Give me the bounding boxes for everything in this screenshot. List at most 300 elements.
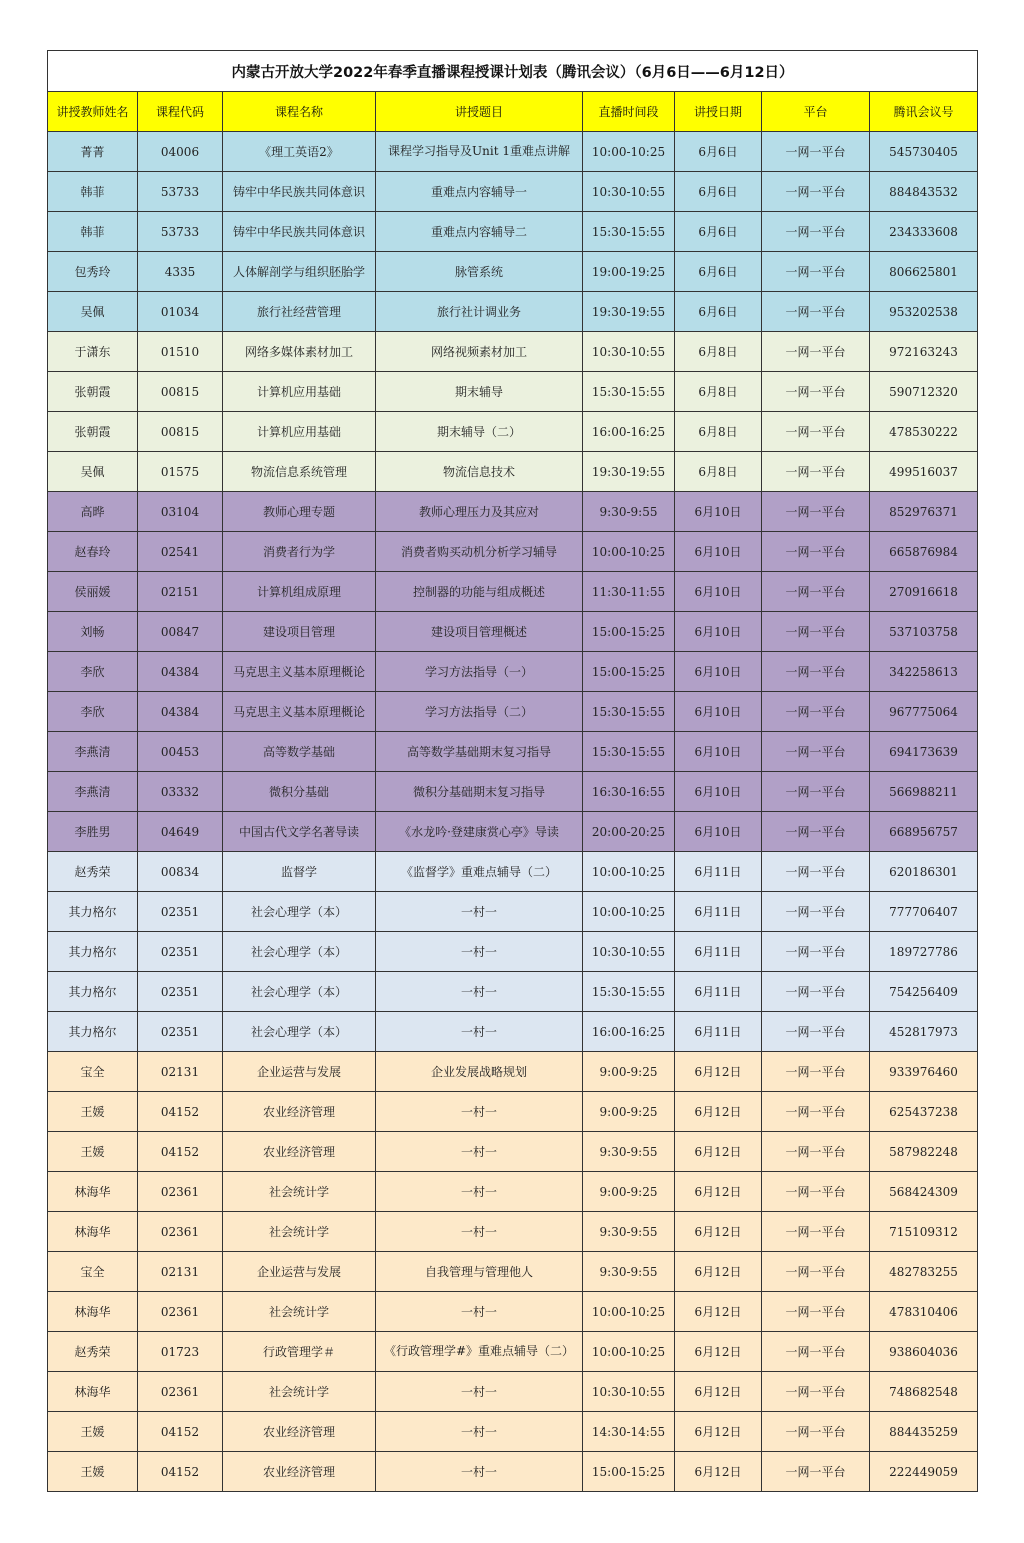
course-name-cell: 计算机应用基础 — [223, 372, 376, 412]
table-row — [48, 332, 978, 372]
platform-cell: 一网一平台 — [762, 132, 870, 172]
course-code-cell: 00847 — [138, 612, 223, 652]
time-slot-cell: 16:00-16:25 — [583, 412, 675, 452]
meeting-id-cell: 694173639 — [870, 732, 978, 772]
time-slot-cell: 16:00-16:25 — [583, 1012, 675, 1052]
teacher-cell: 侯丽媛 — [48, 572, 138, 612]
time-slot-cell: 19:30-19:55 — [583, 292, 675, 332]
date-cell: 6月12日 — [675, 1452, 762, 1492]
course-name-cell: 建设项目管理 — [223, 612, 376, 652]
course-code-cell: 04649 — [138, 812, 223, 852]
table-row — [48, 412, 978, 452]
teacher-cell: 张朝霞 — [48, 412, 138, 452]
date-cell: 6月12日 — [675, 1412, 762, 1452]
platform-cell: 一网一平台 — [762, 1212, 870, 1252]
table-row — [48, 972, 978, 1012]
date-cell: 6月8日 — [675, 332, 762, 372]
teacher-cell: 李燕清 — [48, 732, 138, 772]
course-code-cell: 01723 — [138, 1332, 223, 1372]
column-header: 讲授题目 — [376, 92, 583, 132]
time-slot-cell: 9:30-9:55 — [583, 1252, 675, 1292]
meeting-id-cell: 715109312 — [870, 1212, 978, 1252]
course-code-cell: 04152 — [138, 1412, 223, 1452]
course-name-cell: 马克思主义基本原理概论 — [223, 692, 376, 732]
course-name-cell: 计算机应用基础 — [223, 412, 376, 452]
course-code-cell: 04384 — [138, 692, 223, 732]
topic-cell: 物流信息技术 — [376, 452, 583, 492]
course-code-cell: 04384 — [138, 652, 223, 692]
meeting-id-cell: 668956757 — [870, 812, 978, 852]
course-name-cell: 农业经济管理 — [223, 1412, 376, 1452]
table-row — [48, 1172, 978, 1212]
course-code-cell: 02351 — [138, 892, 223, 932]
course-name-cell: 高等数学基础 — [223, 732, 376, 772]
date-cell: 6月11日 — [675, 972, 762, 1012]
table-row — [48, 212, 978, 252]
date-cell: 6月12日 — [675, 1052, 762, 1092]
platform-cell: 一网一平台 — [762, 652, 870, 692]
meeting-id-cell: 884435259 — [870, 1412, 978, 1452]
date-cell: 6月12日 — [675, 1332, 762, 1372]
time-slot-cell: 14:30-14:55 — [583, 1412, 675, 1452]
meeting-id-cell: 342258613 — [870, 652, 978, 692]
course-name-cell: 《理工英语2》 — [223, 132, 376, 172]
course-code-cell: 04152 — [138, 1132, 223, 1172]
course-code-cell: 00815 — [138, 372, 223, 412]
column-header: 腾讯会议号 — [870, 92, 978, 132]
topic-cell: 微积分基础期末复习指导 — [376, 772, 583, 812]
date-cell: 6月10日 — [675, 572, 762, 612]
course-code-cell: 53733 — [138, 172, 223, 212]
topic-cell: 网络视频素材加工 — [376, 332, 583, 372]
course-code-cell: 00453 — [138, 732, 223, 772]
date-cell: 6月10日 — [675, 772, 762, 812]
platform-cell: 一网一平台 — [762, 892, 870, 932]
topic-cell: 消费者购买动机分析学习辅导 — [376, 532, 583, 572]
time-slot-cell: 9:30-9:55 — [583, 1132, 675, 1172]
course-name-cell: 铸牢中华民族共同体意识 — [223, 172, 376, 212]
time-slot-cell: 10:30-10:55 — [583, 172, 675, 212]
course-name-cell: 计算机组成原理 — [223, 572, 376, 612]
table-row — [48, 452, 978, 492]
platform-cell: 一网一平台 — [762, 412, 870, 452]
course-code-cell: 02351 — [138, 1012, 223, 1052]
topic-cell: 脉管系统 — [376, 252, 583, 292]
course-name-cell: 农业经济管理 — [223, 1132, 376, 1172]
platform-cell: 一网一平台 — [762, 292, 870, 332]
column-header: 课程代码 — [138, 92, 223, 132]
course-name-cell: 社会心理学（本） — [223, 1012, 376, 1052]
time-slot-cell: 9:30-9:55 — [583, 1212, 675, 1252]
meeting-id-cell: 222449059 — [870, 1452, 978, 1492]
column-header: 直播时间段 — [583, 92, 675, 132]
table-row — [48, 692, 978, 732]
course-code-cell: 01510 — [138, 332, 223, 372]
time-slot-cell: 15:00-15:25 — [583, 652, 675, 692]
teacher-cell: 宝全 — [48, 1252, 138, 1292]
table-row — [48, 1372, 978, 1412]
time-slot-cell: 9:00-9:25 — [583, 1172, 675, 1212]
platform-cell: 一网一平台 — [762, 1132, 870, 1172]
course-code-cell: 04152 — [138, 1092, 223, 1132]
platform-cell: 一网一平台 — [762, 1452, 870, 1492]
teacher-cell: 李燕清 — [48, 772, 138, 812]
course-name-cell: 社会统计学 — [223, 1372, 376, 1412]
teacher-cell: 张朝霞 — [48, 372, 138, 412]
platform-cell: 一网一平台 — [762, 1052, 870, 1092]
course-name-cell: 社会心理学（本） — [223, 972, 376, 1012]
course-name-cell: 旅行社经营管理 — [223, 292, 376, 332]
course-name-cell: 马克思主义基本原理概论 — [223, 652, 376, 692]
time-slot-cell: 15:30-15:55 — [583, 212, 675, 252]
topic-cell: 一村一 — [376, 932, 583, 972]
meeting-id-cell: 625437238 — [870, 1092, 978, 1132]
table-row — [48, 1412, 978, 1452]
course-code-cell: 01034 — [138, 292, 223, 332]
meeting-id-cell: 234333608 — [870, 212, 978, 252]
teacher-cell: 林海华 — [48, 1172, 138, 1212]
table-row — [48, 812, 978, 852]
course-code-cell: 00815 — [138, 412, 223, 452]
teacher-cell: 赵秀荣 — [48, 852, 138, 892]
table-row — [48, 852, 978, 892]
topic-cell: 建设项目管理概述 — [376, 612, 583, 652]
header-row — [48, 92, 978, 132]
topic-cell: 期末辅导（二） — [376, 412, 583, 452]
platform-cell: 一网一平台 — [762, 1292, 870, 1332]
date-cell: 6月10日 — [675, 812, 762, 852]
course-name-cell: 物流信息系统管理 — [223, 452, 376, 492]
date-cell: 6月12日 — [675, 1172, 762, 1212]
table-row — [48, 772, 978, 812]
topic-cell: 一村一 — [376, 1172, 583, 1212]
platform-cell: 一网一平台 — [762, 492, 870, 532]
course-code-cell: 02361 — [138, 1372, 223, 1412]
time-slot-cell: 15:00-15:25 — [583, 1452, 675, 1492]
date-cell: 6月6日 — [675, 252, 762, 292]
page-title: 内蒙古开放大学2022年春季直播课程授课计划表（腾讯会议）（6月6日——6月12日） — [48, 51, 978, 92]
date-cell: 6月12日 — [675, 1292, 762, 1332]
course-code-cell: 02351 — [138, 972, 223, 1012]
table-row — [48, 1332, 978, 1372]
course-code-cell: 04152 — [138, 1452, 223, 1492]
course-code-cell: 02361 — [138, 1292, 223, 1332]
teacher-cell: 王媛 — [48, 1092, 138, 1132]
meeting-id-cell: 478310406 — [870, 1292, 978, 1332]
table-row — [48, 372, 978, 412]
meeting-id-cell: 545730405 — [870, 132, 978, 172]
time-slot-cell: 10:30-10:55 — [583, 332, 675, 372]
meeting-id-cell: 452817973 — [870, 1012, 978, 1052]
platform-cell: 一网一平台 — [762, 1332, 870, 1372]
course-name-cell: 社会心理学（本） — [223, 932, 376, 972]
teacher-cell: 王媛 — [48, 1412, 138, 1452]
topic-cell: 一村一 — [376, 1092, 583, 1132]
topic-cell: 一村一 — [376, 892, 583, 932]
time-slot-cell: 15:30-15:55 — [583, 692, 675, 732]
time-slot-cell: 20:00-20:25 — [583, 812, 675, 852]
table-row — [48, 1052, 978, 1092]
course-name-cell: 微积分基础 — [223, 772, 376, 812]
table-row — [48, 292, 978, 332]
platform-cell: 一网一平台 — [762, 812, 870, 852]
time-slot-cell: 19:30-19:55 — [583, 452, 675, 492]
time-slot-cell: 10:00-10:25 — [583, 852, 675, 892]
teacher-cell: 林海华 — [48, 1372, 138, 1412]
platform-cell: 一网一平台 — [762, 932, 870, 972]
teacher-cell: 韩菲 — [48, 172, 138, 212]
time-slot-cell: 16:30-16:55 — [583, 772, 675, 812]
teacher-cell: 韩菲 — [48, 212, 138, 252]
date-cell: 6月6日 — [675, 292, 762, 332]
platform-cell: 一网一平台 — [762, 212, 870, 252]
course-name-cell: 教师心理专题 — [223, 492, 376, 532]
topic-cell: 一村一 — [376, 1412, 583, 1452]
course-name-cell: 农业经济管理 — [223, 1452, 376, 1492]
topic-cell: 旅行社计调业务 — [376, 292, 583, 332]
meeting-id-cell: 189727786 — [870, 932, 978, 972]
meeting-id-cell: 884843532 — [870, 172, 978, 212]
topic-cell: 学习方法指导（二） — [376, 692, 583, 732]
date-cell: 6月11日 — [675, 932, 762, 972]
course-name-cell: 铸牢中华民族共同体意识 — [223, 212, 376, 252]
platform-cell: 一网一平台 — [762, 172, 870, 212]
meeting-id-cell: 972163243 — [870, 332, 978, 372]
time-slot-cell: 9:00-9:25 — [583, 1052, 675, 1092]
topic-cell: 教师心理压力及其应对 — [376, 492, 583, 532]
teacher-cell: 王媛 — [48, 1132, 138, 1172]
time-slot-cell: 10:30-10:55 — [583, 1372, 675, 1412]
topic-cell: 《水龙吟·登建康赏心亭》导读 — [376, 812, 583, 852]
table-row — [48, 492, 978, 532]
date-cell: 6月12日 — [675, 1092, 762, 1132]
time-slot-cell: 10:30-10:55 — [583, 932, 675, 972]
meeting-id-cell: 938604036 — [870, 1332, 978, 1372]
table-row — [48, 252, 978, 292]
date-cell: 6月12日 — [675, 1212, 762, 1252]
table-row — [48, 1092, 978, 1132]
time-slot-cell: 10:00-10:25 — [583, 892, 675, 932]
time-slot-cell: 15:30-15:55 — [583, 732, 675, 772]
table-body — [48, 132, 978, 1492]
topic-cell: 重难点内容辅导一 — [376, 172, 583, 212]
topic-cell: 控制器的功能与组成概述 — [376, 572, 583, 612]
meeting-id-cell: 568424309 — [870, 1172, 978, 1212]
teacher-cell: 吴佩 — [48, 292, 138, 332]
course-name-cell: 中国古代文学名著导读 — [223, 812, 376, 852]
topic-cell: 自我管理与管理他人 — [376, 1252, 583, 1292]
table-row — [48, 572, 978, 612]
platform-cell: 一网一平台 — [762, 972, 870, 1012]
platform-cell: 一网一平台 — [762, 332, 870, 372]
date-cell: 6月12日 — [675, 1132, 762, 1172]
meeting-id-cell: 953202538 — [870, 292, 978, 332]
teacher-cell: 王媛 — [48, 1452, 138, 1492]
topic-cell: 期末辅导 — [376, 372, 583, 412]
meeting-id-cell: 777706407 — [870, 892, 978, 932]
course-code-cell: 04006 — [138, 132, 223, 172]
table-row — [48, 1132, 978, 1172]
teacher-cell: 于潇东 — [48, 332, 138, 372]
teacher-cell: 其力格尔 — [48, 1012, 138, 1052]
date-cell: 6月10日 — [675, 692, 762, 732]
time-slot-cell: 9:00-9:25 — [583, 1092, 675, 1132]
teacher-cell: 刘畅 — [48, 612, 138, 652]
time-slot-cell: 19:00-19:25 — [583, 252, 675, 292]
course-name-cell: 人体解剖学与组织胚胎学 — [223, 252, 376, 292]
teacher-cell: 其力格尔 — [48, 892, 138, 932]
time-slot-cell: 10:00-10:25 — [583, 1292, 675, 1332]
teacher-cell: 包秀玲 — [48, 252, 138, 292]
topic-cell: 一村一 — [376, 1012, 583, 1052]
course-name-cell: 企业运营与发展 — [223, 1252, 376, 1292]
table-row — [48, 1212, 978, 1252]
meeting-id-cell: 537103758 — [870, 612, 978, 652]
table-row — [48, 1012, 978, 1052]
platform-cell: 一网一平台 — [762, 252, 870, 292]
meeting-id-cell: 754256409 — [870, 972, 978, 1012]
course-name-cell: 消费者行为学 — [223, 532, 376, 572]
teacher-cell: 菁菁 — [48, 132, 138, 172]
date-cell: 6月10日 — [675, 612, 762, 652]
course-code-cell: 02541 — [138, 532, 223, 572]
course-code-cell: 02361 — [138, 1172, 223, 1212]
topic-cell: 《监督学》重难点辅导（二） — [376, 852, 583, 892]
table-row — [48, 172, 978, 212]
column-header: 讲授教师姓名 — [48, 92, 138, 132]
course-code-cell: 53733 — [138, 212, 223, 252]
topic-cell: 企业发展战略规划 — [376, 1052, 583, 1092]
course-code-cell: 03104 — [138, 492, 223, 532]
platform-cell: 一网一平台 — [762, 772, 870, 812]
course-name-cell: 行政管理学＃ — [223, 1332, 376, 1372]
table-row — [48, 1452, 978, 1492]
course-code-cell: 00834 — [138, 852, 223, 892]
date-cell: 6月10日 — [675, 532, 762, 572]
meeting-id-cell: 665876984 — [870, 532, 978, 572]
date-cell: 6月10日 — [675, 652, 762, 692]
meeting-id-cell: 933976460 — [870, 1052, 978, 1092]
topic-cell: 一村一 — [376, 1132, 583, 1172]
meeting-id-cell: 806625801 — [870, 252, 978, 292]
meeting-id-cell: 478530222 — [870, 412, 978, 452]
course-code-cell: 4335 — [138, 252, 223, 292]
date-cell: 6月10日 — [675, 492, 762, 532]
course-code-cell: 02361 — [138, 1212, 223, 1252]
time-slot-cell: 10:00-10:25 — [583, 132, 675, 172]
date-cell: 6月11日 — [675, 1012, 762, 1052]
topic-cell: 重难点内容辅导二 — [376, 212, 583, 252]
course-name-cell: 监督学 — [223, 852, 376, 892]
table-row — [48, 532, 978, 572]
platform-cell: 一网一平台 — [762, 372, 870, 412]
date-cell: 6月11日 — [675, 892, 762, 932]
date-cell: 6月11日 — [675, 852, 762, 892]
topic-cell: 一村一 — [376, 1372, 583, 1412]
column-header: 平台 — [762, 92, 870, 132]
table-row — [48, 612, 978, 652]
topic-cell: 一村一 — [376, 1212, 583, 1252]
teacher-cell: 赵春玲 — [48, 532, 138, 572]
time-slot-cell: 10:00-10:25 — [583, 532, 675, 572]
teacher-cell: 林海华 — [48, 1212, 138, 1252]
meeting-id-cell: 590712320 — [870, 372, 978, 412]
course-name-cell: 社会心理学（本） — [223, 892, 376, 932]
table-row — [48, 932, 978, 972]
course-name-cell: 网络多媒体素材加工 — [223, 332, 376, 372]
table-row — [48, 892, 978, 932]
meeting-id-cell: 499516037 — [870, 452, 978, 492]
topic-cell: 课程学习指导及Unit 1重难点讲解 — [376, 132, 583, 172]
time-slot-cell: 15:00-15:25 — [583, 612, 675, 652]
date-cell: 6月10日 — [675, 732, 762, 772]
platform-cell: 一网一平台 — [762, 452, 870, 492]
topic-cell: 一村一 — [376, 1452, 583, 1492]
meeting-id-cell: 748682548 — [870, 1372, 978, 1412]
time-slot-cell: 15:30-15:55 — [583, 372, 675, 412]
teacher-cell: 李欣 — [48, 692, 138, 732]
time-slot-cell: 10:00-10:25 — [583, 1332, 675, 1372]
platform-cell: 一网一平台 — [762, 1412, 870, 1452]
topic-cell: 学习方法指导（一） — [376, 652, 583, 692]
time-slot-cell: 15:30-15:55 — [583, 972, 675, 1012]
platform-cell: 一网一平台 — [762, 1252, 870, 1292]
course-code-cell: 02351 — [138, 932, 223, 972]
date-cell: 6月8日 — [675, 452, 762, 492]
table-row — [48, 1292, 978, 1332]
teacher-cell: 李欣 — [48, 652, 138, 692]
meeting-id-cell: 566988211 — [870, 772, 978, 812]
column-header: 课程名称 — [223, 92, 376, 132]
meeting-id-cell: 620186301 — [870, 852, 978, 892]
teacher-cell: 林海华 — [48, 1292, 138, 1332]
date-cell: 6月12日 — [675, 1252, 762, 1292]
platform-cell: 一网一平台 — [762, 572, 870, 612]
platform-cell: 一网一平台 — [762, 852, 870, 892]
date-cell: 6月12日 — [675, 1372, 762, 1412]
column-header: 讲授日期 — [675, 92, 762, 132]
teacher-cell: 其力格尔 — [48, 972, 138, 1012]
teacher-cell: 吴佩 — [48, 452, 138, 492]
date-cell: 6月6日 — [675, 132, 762, 172]
teacher-cell: 其力格尔 — [48, 932, 138, 972]
teacher-cell: 宝全 — [48, 1052, 138, 1092]
time-slot-cell: 9:30-9:55 — [583, 492, 675, 532]
date-cell: 6月6日 — [675, 212, 762, 252]
platform-cell: 一网一平台 — [762, 732, 870, 772]
table-row — [48, 132, 978, 172]
meeting-id-cell: 967775064 — [870, 692, 978, 732]
course-name-cell: 社会统计学 — [223, 1212, 376, 1252]
teacher-cell: 李胜男 — [48, 812, 138, 852]
course-name-cell: 社会统计学 — [223, 1292, 376, 1332]
topic-cell: 一村一 — [376, 1292, 583, 1332]
topic-cell: 高等数学基础期末复习指导 — [376, 732, 583, 772]
meeting-id-cell: 852976371 — [870, 492, 978, 532]
teacher-cell: 赵秀荣 — [48, 1332, 138, 1372]
course-name-cell: 农业经济管理 — [223, 1092, 376, 1132]
table-row — [48, 1252, 978, 1292]
platform-cell: 一网一平台 — [762, 612, 870, 652]
course-code-cell: 02151 — [138, 572, 223, 612]
topic-cell: 一村一 — [376, 972, 583, 1012]
platform-cell: 一网一平台 — [762, 1372, 870, 1412]
date-cell: 6月8日 — [675, 412, 762, 452]
topic-cell: 《行政管理学#》重难点辅导（二） — [376, 1332, 583, 1372]
date-cell: 6月6日 — [675, 172, 762, 212]
meeting-id-cell: 270916618 — [870, 572, 978, 612]
platform-cell: 一网一平台 — [762, 692, 870, 732]
